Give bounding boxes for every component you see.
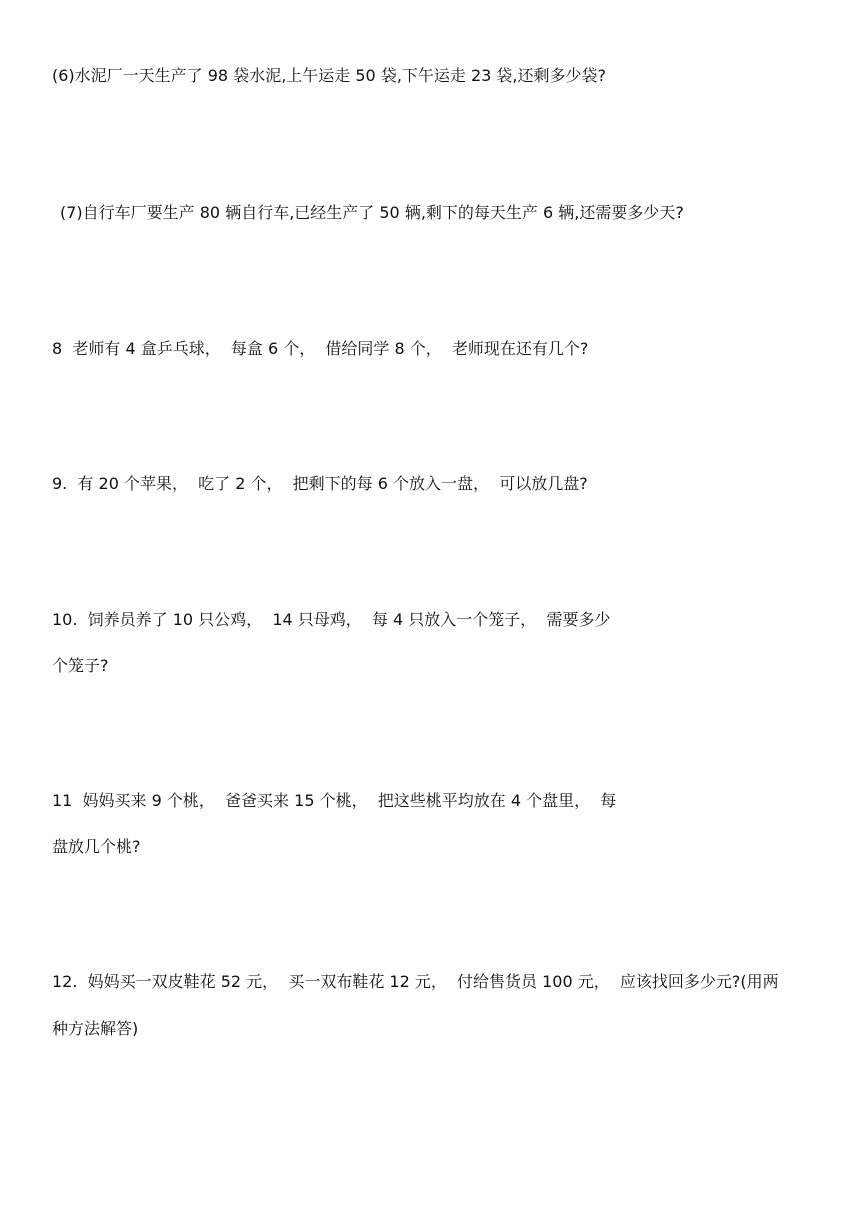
question-12-text-line-2: 种方法解答) — [52, 1019, 139, 1038]
question-7-text: (7)自行车厂要生产 80 辆自行车,已经生产了 50 辆,剩下的每天生产 6 辆,还需要多少天? — [60, 203, 684, 222]
question-12-text-line-1: 12. 妈妈买一双皮鞋花 52 元， 买一双布鞋花 12 元， 付给售货员 100 元， 应该找回多少元?(用两 — [52, 972, 779, 991]
question-11-text-line-2: 盘放几个桃? — [52, 837, 141, 856]
question-9-text: 9. 有 20 个苹果， 吃了 2 个， 把剩下的每 6 个放入一盘， 可以放几盘? — [52, 474, 588, 493]
question-8-text: 8 老师有 4 盒乒乓球， 每盒 6 个， 借给同学 8 个， 老师现在还有几个? — [52, 339, 589, 358]
question-10-text-line-1: 10. 饲养员养了 10 只公鸡， 14 只母鸡， 每 4 只放入一个笼子， 需要多少 — [52, 610, 611, 629]
question-6-text: (6)水泥厂一天生产了 98 袋水泥,上午运走 50 袋,下午运走 23 袋,还剩多少袋? — [52, 66, 607, 85]
question-11-text-line-1: 11 妈妈买来 9 个桃， 爸爸买来 15 个桃， 把这些桃平均放在 4 个盘里， 每 — [52, 791, 617, 810]
question-10-text-line-2: 个笼子? — [52, 656, 109, 675]
